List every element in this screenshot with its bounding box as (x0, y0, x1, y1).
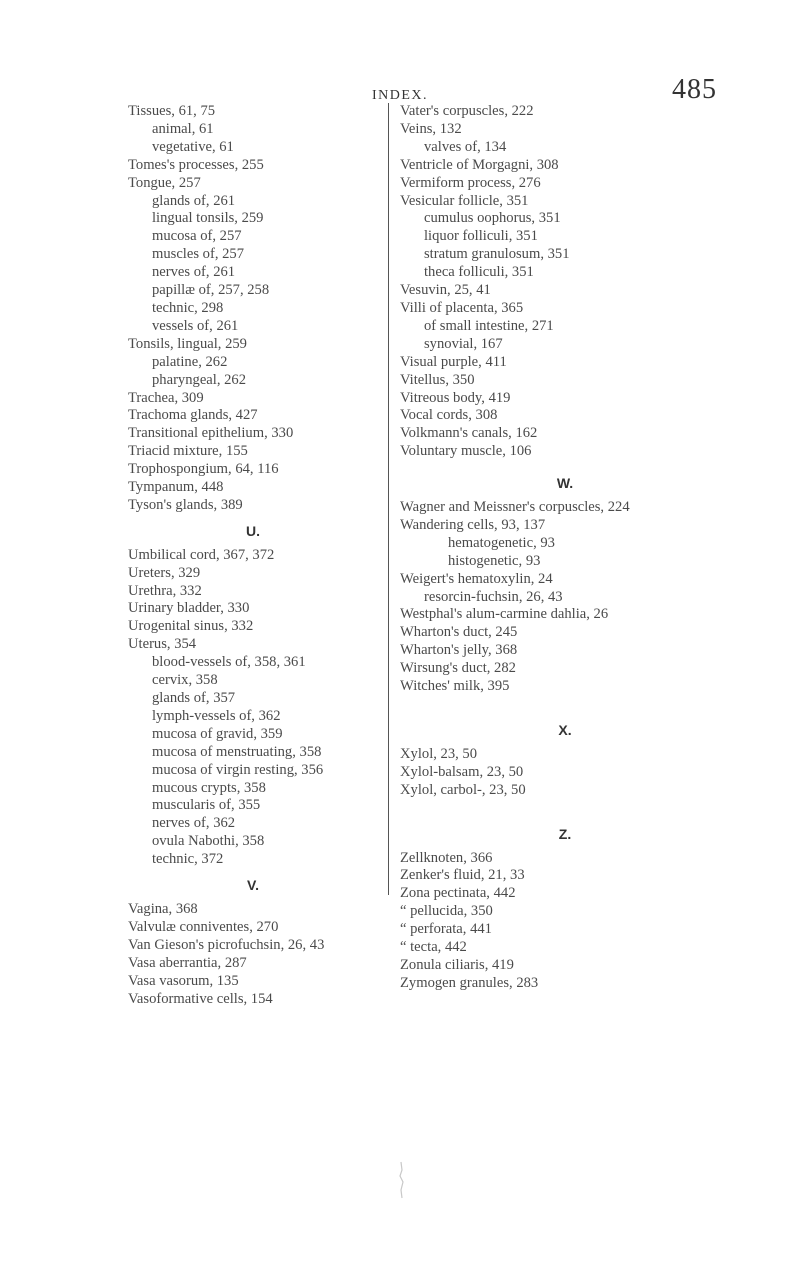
index-subentry: theca folliculi, 351 (424, 264, 534, 281)
index-entry: Zonula ciliaris, 419 (400, 956, 514, 973)
index-entry: Urethra, 332 (128, 582, 202, 599)
index-entry: Van Gieson's picrofuchsin, 26, 43 (128, 936, 325, 953)
index-subentry: mucosa of menstruating, 358 (152, 743, 322, 760)
index-entry: Weigert's hematoxylin, 24 (400, 570, 553, 587)
index-entry: Voluntary muscle, 106 (400, 443, 532, 460)
index-subentry: technic, 298 (152, 299, 224, 316)
print-smudge-mark (396, 1160, 406, 1200)
index-entry: Visual purple, 411 (400, 353, 507, 370)
index-entry: “ tecta, 442 (400, 939, 467, 956)
index-entry: Veins, 132 (400, 120, 462, 137)
index-entry: Tissues, 61, 75 (128, 103, 216, 119)
index-entry: Xylol, carbol-, 23, 50 (400, 781, 526, 798)
index-subentry: mucosa of virgin resting, 356 (152, 761, 324, 778)
index-block-w (400, 499, 740, 696)
index-entry: Urogenital sinus, 332 (128, 618, 254, 635)
index-entry: Ventricle of Morgagni, 308 (400, 156, 559, 173)
index-entry: Wagner and Meissner's corpuscles, 224 (400, 499, 630, 516)
index-entry: Vater's corpuscles, 222 (400, 103, 534, 119)
page-number: 485 (672, 74, 717, 105)
index-entry: Ureters, 329 (128, 564, 201, 581)
index-entry: Vagina, 368 (128, 900, 198, 917)
index-entry: Vitellus, 350 (400, 371, 475, 388)
index-entry: Vesicular follicle, 351 (400, 192, 529, 209)
index-subentry: glands of, 261 (152, 192, 236, 209)
index-entry: Transitional epithelium, 330 (128, 425, 294, 442)
index-column-right (400, 103, 740, 993)
index-entry: Trophospongium, 64, 116 (128, 461, 279, 478)
index-entry: Zellknoten, 366 (400, 849, 493, 866)
index-entry: Uterus, 354 (128, 636, 197, 653)
section-letter-v: V. (247, 877, 259, 894)
index-subentry: vegetative, 61 (152, 138, 234, 155)
index-block-v-continued (400, 103, 740, 461)
index-entry: Urinary bladder, 330 (128, 600, 250, 617)
index-subentry: resorcin-fuchsin, 26, 43 (424, 588, 563, 605)
index-subentry: muscularis of, 355 (152, 797, 261, 814)
index-entry: “ perforata, 441 (400, 921, 492, 938)
index-entry: Westphal's alum-carmine dahlia, 26 (400, 606, 609, 623)
index-entry: Vocal cords, 308 (400, 407, 498, 424)
index-entry: Tongue, 257 (128, 174, 201, 191)
index-subentry: hematogenetic, 93 (448, 534, 555, 551)
section-letter-x: X. (558, 722, 572, 738)
index-subentry: of small intestine, 271 (424, 317, 554, 334)
section-letter-z: Z. (558, 825, 572, 842)
index-subentry: animal, 61 (152, 120, 214, 137)
index-subentry: lingual tonsils, 259 (152, 210, 264, 227)
index-entry: Volkmann's canals, 162 (400, 425, 538, 442)
index-entry: Trachoma glands, 427 (128, 407, 258, 424)
index-subentry: mucous crypts, 358 (152, 779, 266, 796)
index-entry: Valvulæ conniventes, 270 (128, 918, 279, 935)
index-entry: Vasa vasorum, 135 (128, 972, 239, 989)
index-subentry: blood-vessels of, 358, 361 (152, 654, 306, 671)
index-entry: Wandering cells, 93, 137 (400, 516, 546, 533)
index-subentry: pharyngeal, 262 (152, 371, 247, 388)
index-subentry: synovial, 167 (424, 335, 503, 352)
index-subentry: liquor folliculi, 351 (424, 228, 538, 245)
index-entry: Trachea, 309 (128, 389, 204, 406)
index-entry: Wharton's duct, 245 (400, 624, 518, 641)
index-entry: Tomes's processes, 255 (128, 156, 264, 173)
index-entry: Umbilical cord, 367, 372 (128, 546, 275, 563)
index-block-x (400, 746, 740, 800)
index-entry: Zona pectinata, 442 (400, 885, 516, 902)
index-entry: Villi of placenta, 365 (400, 299, 524, 316)
index-subentry: glands of, 357 (152, 690, 236, 706)
index-subentry: ovula Nabothi, 358 (152, 833, 265, 850)
index-subentry: cervix, 358 (152, 672, 218, 689)
index-subentry: mucosa of, 257 (152, 228, 242, 245)
index-entry: “ pellucida, 350 (400, 903, 493, 920)
index-subentry: papillæ of, 257, 258 (152, 282, 270, 299)
index-entry: Vesuvin, 25, 41 (400, 282, 491, 299)
running-header-title: INDEX. (371, 88, 429, 103)
index-entry: Tyson's glands, 389 (128, 496, 243, 513)
index-entry: Xylol-balsam, 23, 50 (400, 763, 524, 780)
section-letter-u: U. (246, 522, 260, 539)
index-entry: Wharton's jelly, 368 (400, 642, 518, 659)
index-subentry: stratum granulosum, 351 (424, 246, 570, 263)
index-subentry: palatine, 262 (152, 353, 228, 370)
index-block-t (128, 103, 418, 515)
index-entry: Tonsils, lingual, 259 (128, 335, 247, 352)
index-entry: Triacid mixture, 155 (128, 443, 248, 460)
index-entry: Witches' milk, 395 (400, 678, 510, 695)
index-entry: Zenker's fluid, 21, 33 (400, 867, 525, 884)
index-subentry: histogenetic, 93 (448, 552, 541, 569)
index-block-z (400, 850, 740, 993)
index-subentry: valves of, 134 (424, 138, 507, 155)
index-subentry: cumulus oophorus, 351 (424, 210, 561, 227)
section-letter-w: W. (556, 475, 574, 492)
index-block-v (128, 901, 418, 1008)
index-entry: Vermiform process, 276 (400, 174, 541, 191)
index-entry: Wirsung's duct, 282 (400, 660, 516, 677)
index-entry: Vasoformative cells, 154 (128, 990, 273, 1007)
index-entry: Zymogen granules, 283 (400, 974, 539, 991)
index-entry: Vasa aberrantia, 287 (128, 954, 247, 971)
index-entry: Tympanum, 448 (128, 479, 224, 496)
index-entry: Vitreous body, 419 (400, 389, 511, 406)
index-subentry: lymph-vessels of, 362 (152, 707, 281, 724)
index-subentry: muscles of, 257 (152, 246, 245, 263)
index-subentry: vessels of, 261 (152, 317, 239, 334)
index-block-u (128, 547, 418, 869)
index-subentry: technic, 372 (152, 851, 224, 868)
index-column-left (128, 103, 418, 1008)
index-subentry: mucosa of gravid, 359 (152, 725, 283, 742)
index-subentry: nerves of, 362 (152, 815, 236, 832)
index-subentry: nerves of, 261 (152, 264, 236, 281)
index-entry: Xylol, 23, 50 (400, 745, 478, 762)
